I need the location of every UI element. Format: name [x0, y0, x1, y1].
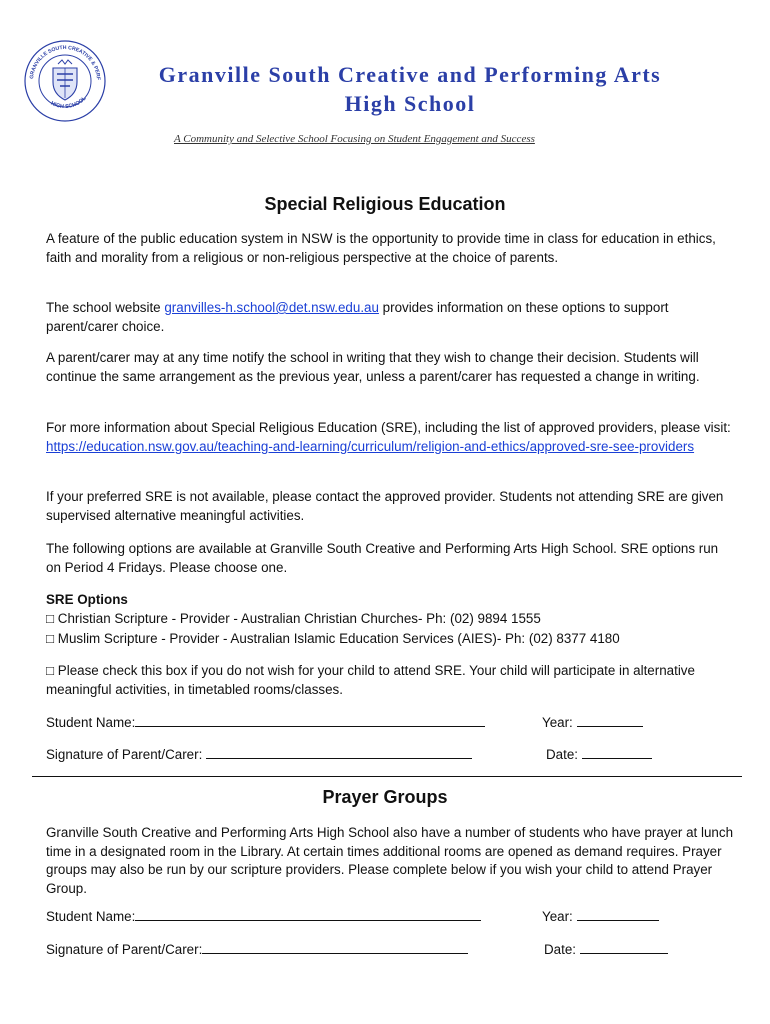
prayer-signature-field[interactable]: [46, 941, 468, 957]
sre-paragraph-2: [46, 299, 736, 336]
logo-text-bottom: HIGH SCHOOL: [49, 95, 88, 111]
prayer-year-line[interactable]: [577, 908, 659, 921]
sre-paragraph-1: A feature of the public education system in NSW is the opportunity to provide time in class for education in ethics, faith and morality from a religious or non-religious perspective at the choice of parents.: [46, 231, 716, 265]
prayer-date-label: Date:: [544, 942, 577, 957]
sre-optout-checkbox[interactable]: □ Please check this box if you do not wish for your child to attend SRE. Your child will participate in alternative meaningful activities, in timetabled rooms/classes.: [46, 663, 695, 697]
sre-paragraph-3: A parent/carer may at any time notify the school in writing that they wish to change their decision. Students will continue the same arrangement as the previous year, unless a parent/carer has requested a change in writing.: [46, 350, 700, 384]
sre-option-christian[interactable]: □ Christian Scripture - Provider - Australian Christian Churches- Ph: (02) 9894 1555: [46, 610, 541, 626]
sre-providers-link[interactable]: https://education.nsw.gov.au/teaching-and-learning/curriculum/religion-and-ethics/approved-sre-see-providers: [46, 438, 695, 454]
sre-student-name-line[interactable]: [135, 714, 485, 727]
sre-year-field[interactable]: [542, 714, 643, 730]
sre-paragraph-4-text: For more information about Special Religious Education (SRE), including the list of approved providers, please visit:: [46, 420, 731, 435]
prayer-date-field[interactable]: [544, 941, 668, 957]
sre-paragraph-5: If your preferred SRE is not available, please contact the approved provider. Students not attending SRE are given supervised alternative meaningful activities.: [46, 489, 724, 523]
sre-signature-field[interactable]: [46, 746, 472, 762]
prayer-student-name-field[interactable]: [46, 908, 481, 924]
prayer-year-field[interactable]: [542, 908, 659, 924]
section-divider: [32, 776, 742, 777]
prayer-date-line[interactable]: [580, 941, 668, 954]
school-crest-icon: [22, 38, 108, 124]
sre-year-line[interactable]: [577, 714, 643, 727]
prayer-year-label: Year:: [542, 909, 573, 924]
sre-signature-line[interactable]: [206, 746, 472, 759]
school-email-link[interactable]: granvilles-h.school@det.nsw.edu.au: [164, 300, 379, 315]
sre-paragraph-4: [46, 419, 736, 456]
sre-paragraph-2-text-after: provides information on these options to support parent/carer choice.: [46, 300, 669, 334]
sre-date-label: Date:: [546, 747, 579, 762]
school-title-line2: High School: [344, 91, 476, 116]
sre-year-label: Year:: [542, 715, 573, 730]
sre-heading: Special Religious Education: [264, 194, 506, 214]
sre-signature-label: Signature of Parent/Carer:: [46, 747, 203, 762]
school-title: [100, 60, 720, 118]
sre-student-name-label: Student Name:: [46, 715, 136, 730]
prayer-signature-line[interactable]: [202, 941, 468, 954]
school-logo: [22, 38, 108, 124]
sre-option-muslim[interactable]: □ Muslim Scripture - Provider - Australian Islamic Education Services (AIES)- Ph: (02) 8377 4180: [46, 631, 620, 646]
sre-paragraph-2-text-before: The school website: [46, 300, 165, 315]
prayer-paragraph: Granville South Creative and Performing Arts High School also have a number of students who have prayer at lunch time in a designated room in the Library. At certain times additional rooms are opened as demand requires. Prayer groups may also be run by our scripture providers. Please complete below if you wish your child to attend Prayer Group.: [46, 825, 734, 896]
sre-student-name-field[interactable]: [46, 714, 485, 730]
school-tagline: A Community and Selective School Focusing on Student Engagement and Success: [174, 133, 535, 145]
sre-options: [46, 591, 736, 649]
sre-date-field[interactable]: [546, 746, 652, 762]
prayer-heading: Prayer Groups: [322, 787, 448, 807]
prayer-student-name-label: Student Name:: [46, 909, 136, 924]
school-title-line1: Granville South Creative and Performing Arts: [158, 62, 662, 87]
sre-date-line[interactable]: [582, 746, 652, 759]
prayer-signature-label: Signature of Parent/Carer:: [46, 942, 203, 957]
sre-options-label: SRE Options: [46, 592, 128, 607]
sre-paragraph-6: The following options are available at Granville South Creative and Performing Arts High School. SRE options run on Period 4 Fridays. Please choose one.: [46, 541, 719, 575]
prayer-student-name-line[interactable]: [135, 908, 481, 921]
logo-text-top: GRANVILLE SOUTH CREATIVE & PERF: [29, 44, 102, 81]
